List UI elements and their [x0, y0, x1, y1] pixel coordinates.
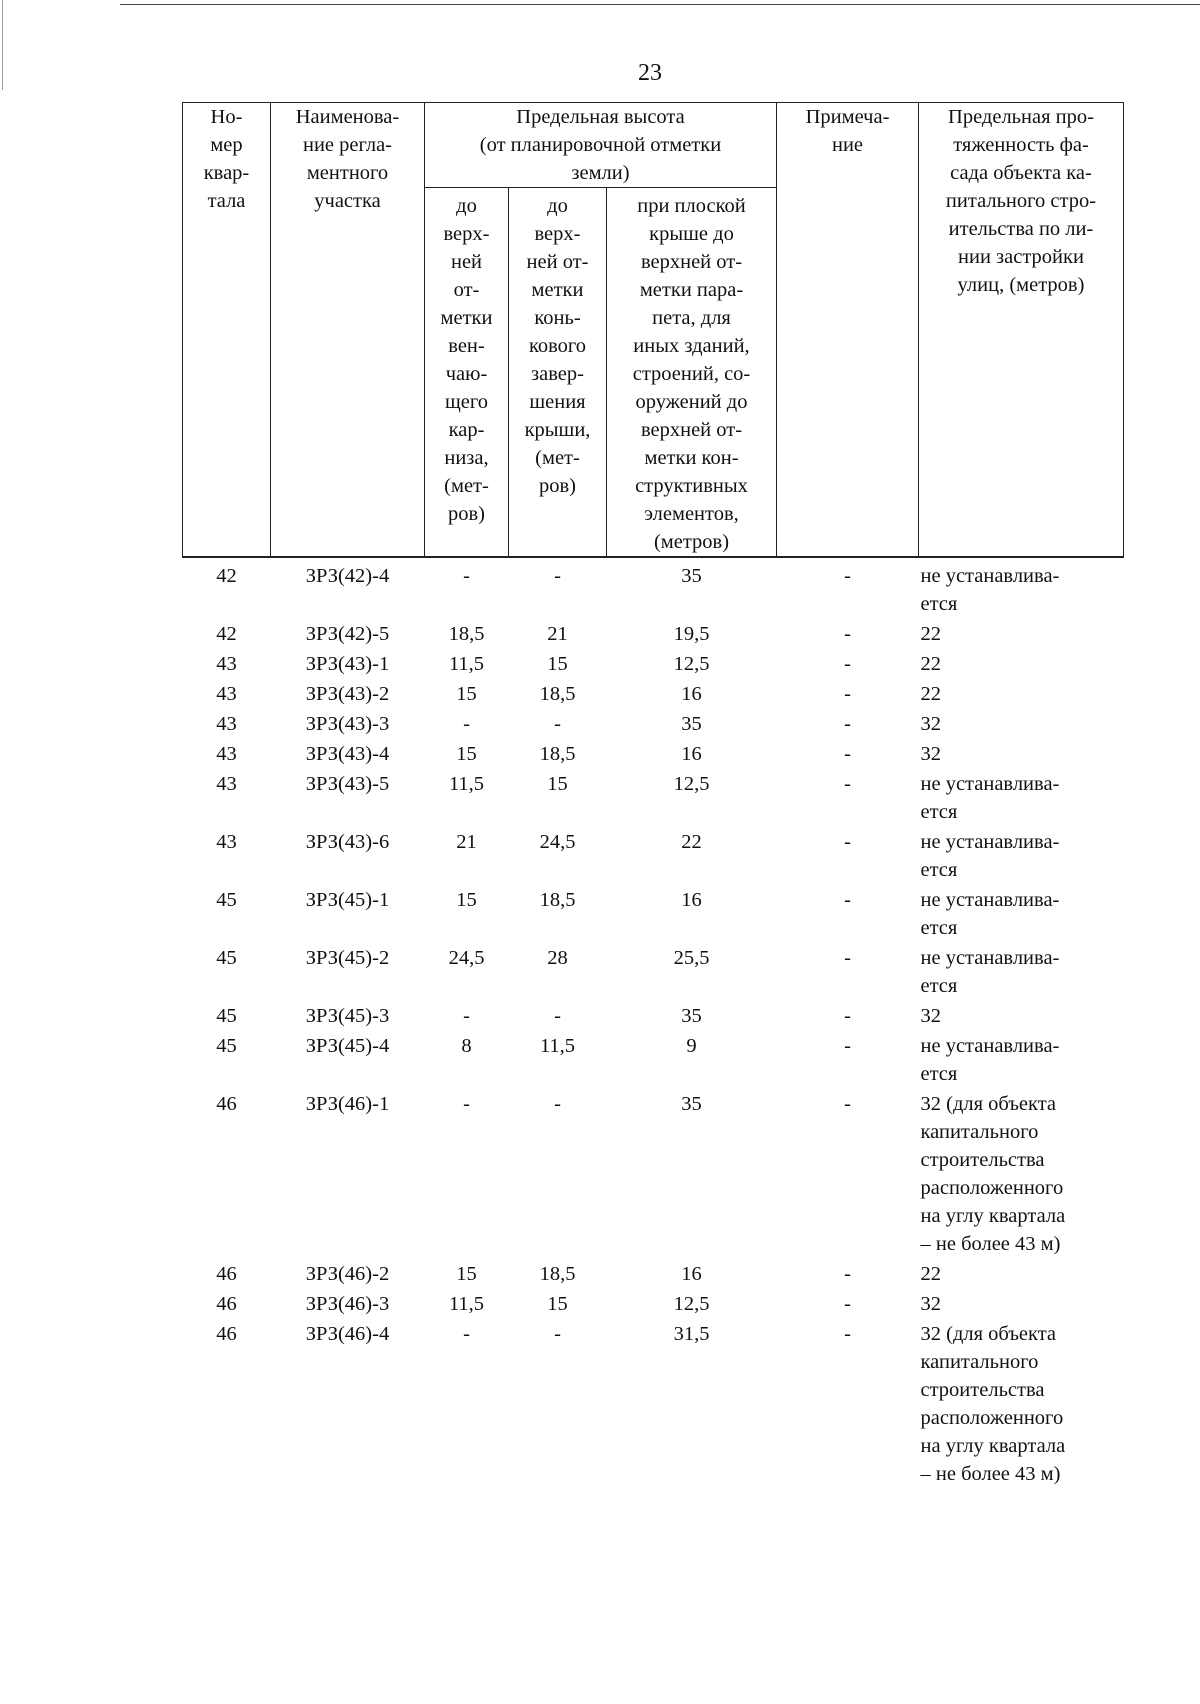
- table-row: [183, 826, 1124, 884]
- height-ridge-cell: 18,5: [539, 1263, 576, 1285]
- height-flat-roof-cell: 25,5: [673, 947, 710, 969]
- table-row: [183, 1318, 1124, 1488]
- scan-edge-line: [120, 4, 1200, 5]
- height-ridge-cell: 15: [547, 653, 568, 675]
- header-max-height: Предельная высота (от планировочной отметки земли): [425, 103, 777, 188]
- section-code-cell: ЗРЗ(43)-6: [305, 831, 390, 853]
- section-code-cell: ЗРЗ(45)-2: [305, 947, 390, 969]
- height-flat-roof-cell: 35: [681, 1005, 702, 1027]
- height-cornice-cell: 18,5: [448, 623, 485, 645]
- height-cornice-cell: 24,5: [448, 947, 485, 969]
- height-ridge-cell: 15: [547, 1293, 568, 1315]
- height-cornice-cell: -: [463, 713, 470, 735]
- height-cornice-cell: -: [463, 1323, 470, 1345]
- table-row: [183, 1288, 1124, 1318]
- facade-length-cell: 32: [920, 1293, 941, 1315]
- quarter-number-cell: 45: [216, 947, 237, 969]
- note-cell: -: [844, 743, 851, 765]
- header-height-cornice: до верх- ней от- метки вен- чаю- щего кар- низа, (мет- ров): [425, 188, 509, 558]
- quarter-number-cell: 43: [216, 683, 237, 705]
- section-code-cell: ЗРЗ(46)-2: [305, 1263, 390, 1285]
- height-ridge-cell: -: [554, 1323, 561, 1345]
- height-flat-roof-cell: 16: [681, 1263, 702, 1285]
- facade-length-cell: 32: [920, 1005, 941, 1027]
- height-cornice-cell: 8: [461, 1035, 472, 1057]
- quarter-number-cell: 46: [216, 1093, 237, 1115]
- section-code-cell: ЗРЗ(42)-5: [305, 623, 390, 645]
- header-section-name: Наименова- ние регла- ментного участка: [271, 103, 425, 558]
- table-row: [183, 618, 1124, 648]
- note-cell: -: [844, 1263, 851, 1285]
- height-cornice-cell: -: [463, 565, 470, 587]
- note-cell: -: [844, 1005, 851, 1027]
- facade-length-cell: 22: [920, 683, 941, 705]
- quarter-number-cell: 45: [216, 1035, 237, 1057]
- note-cell: -: [844, 1323, 851, 1345]
- note-cell: -: [844, 831, 851, 853]
- facade-length-cell: не устанавлива- ется: [920, 831, 1060, 881]
- note-cell: -: [844, 1293, 851, 1315]
- height-flat-roof-cell: 16: [681, 743, 702, 765]
- height-cornice-cell: 11,5: [448, 1293, 485, 1315]
- height-flat-roof-cell: 12,5: [673, 1293, 710, 1315]
- table-row: [183, 557, 1124, 618]
- facade-length-cell: не устанавлива- ется: [920, 947, 1060, 997]
- quarter-number-cell: 43: [216, 653, 237, 675]
- quarter-number-cell: 45: [216, 889, 237, 911]
- height-flat-roof-cell: 22: [681, 831, 702, 853]
- height-ridge-cell: 28: [547, 947, 568, 969]
- facade-length-cell: 32 (для объекта капитального строительства расположенного на углу квартала – не более 43 м): [920, 1093, 1066, 1255]
- table-row: [183, 884, 1124, 942]
- height-flat-roof-cell: 35: [681, 713, 702, 735]
- page-number: 23: [638, 60, 662, 86]
- note-cell: -: [844, 947, 851, 969]
- note-cell: -: [844, 1093, 851, 1115]
- note-cell: -: [844, 713, 851, 735]
- table-row: [183, 738, 1124, 768]
- facade-length-cell: 32 (для объекта капитального строительства расположенного на углу квартала – не более 43 м): [920, 1323, 1066, 1485]
- section-code-cell: ЗРЗ(43)-3: [305, 713, 390, 735]
- section-code-cell: ЗРЗ(43)-4: [305, 743, 390, 765]
- table-row: [183, 942, 1124, 1000]
- height-flat-roof-cell: 19,5: [673, 623, 710, 645]
- height-cornice-cell: 15: [456, 683, 477, 705]
- facade-length-cell: 32: [920, 713, 941, 735]
- header-note: Примеча- ние: [777, 103, 919, 558]
- note-cell: -: [844, 1035, 851, 1057]
- section-code-cell: ЗРЗ(46)-3: [305, 1293, 390, 1315]
- table-row: [183, 648, 1124, 678]
- facade-length-cell: 22: [920, 623, 941, 645]
- height-ridge-cell: 21: [547, 623, 568, 645]
- facade-length-cell: не устанавлива- ется: [920, 889, 1060, 939]
- table-row: [183, 1258, 1124, 1288]
- table-row: [183, 768, 1124, 826]
- section-code-cell: ЗРЗ(43)-5: [305, 773, 390, 795]
- quarter-number-cell: 46: [216, 1263, 237, 1285]
- note-cell: -: [844, 653, 851, 675]
- height-flat-roof-cell: 12,5: [673, 773, 710, 795]
- height-cornice-cell: 15: [456, 1263, 477, 1285]
- section-code-cell: ЗРЗ(45)-1: [305, 889, 390, 911]
- note-cell: -: [844, 773, 851, 795]
- height-ridge-cell: 15: [547, 773, 568, 795]
- note-cell: -: [844, 889, 851, 911]
- height-flat-roof-cell: 35: [681, 1093, 702, 1115]
- regulation-table: [182, 102, 1124, 1488]
- height-ridge-cell: 24,5: [539, 831, 576, 853]
- height-cornice-cell: 15: [456, 889, 477, 911]
- facade-length-cell: не устанавлива- ется: [920, 565, 1060, 615]
- note-cell: -: [844, 565, 851, 587]
- height-flat-roof-cell: 35: [681, 565, 702, 587]
- height-cornice-cell: 21: [456, 831, 477, 853]
- facade-length-cell: 22: [920, 1263, 941, 1285]
- height-ridge-cell: -: [554, 1005, 561, 1027]
- section-code-cell: ЗРЗ(45)-4: [305, 1035, 390, 1057]
- section-code-cell: ЗРЗ(42)-4: [305, 565, 390, 587]
- table-body: [183, 557, 1124, 1488]
- section-code-cell: ЗРЗ(43)-1: [305, 653, 390, 675]
- facade-length-cell: не устанавлива- ется: [920, 1035, 1060, 1085]
- height-ridge-cell: -: [554, 713, 561, 735]
- section-code-cell: ЗРЗ(46)-1: [305, 1093, 390, 1115]
- table-row: [183, 1000, 1124, 1030]
- table-row: [183, 708, 1124, 738]
- height-ridge-cell: 18,5: [539, 683, 576, 705]
- quarter-number-cell: 45: [216, 1005, 237, 1027]
- note-cell: -: [844, 623, 851, 645]
- header-max-facade-length: Предельная про- тяженность фа- сада объекта ка- питального стро- ительства по ли- нии застройки улиц, (метров): [919, 103, 1124, 558]
- height-ridge-cell: 18,5: [539, 889, 576, 911]
- section-code-cell: ЗРЗ(46)-4: [305, 1323, 390, 1345]
- height-ridge-cell: -: [554, 1093, 561, 1115]
- facade-length-cell: 22: [920, 653, 941, 675]
- table-row: [183, 1030, 1124, 1088]
- section-code-cell: ЗРЗ(45)-3: [305, 1005, 390, 1027]
- facade-length-cell: не устанавлива- ется: [920, 773, 1060, 823]
- table-header: [183, 103, 1124, 558]
- height-flat-roof-cell: 12,5: [673, 653, 710, 675]
- height-cornice-cell: 11,5: [448, 773, 485, 795]
- table-row: [183, 678, 1124, 708]
- table-row: [183, 1088, 1124, 1258]
- quarter-number-cell: 43: [216, 713, 237, 735]
- section-code-cell: ЗРЗ(43)-2: [305, 683, 390, 705]
- height-flat-roof-cell: 9: [686, 1035, 697, 1057]
- quarter-number-cell: 46: [216, 1323, 237, 1345]
- scan-edge-line-left: [2, 0, 3, 90]
- header-quarter-number: Но- мер квар- тала: [183, 103, 271, 558]
- height-flat-roof-cell: 16: [681, 889, 702, 911]
- quarter-number-cell: 42: [216, 565, 237, 587]
- height-ridge-cell: 18,5: [539, 743, 576, 765]
- quarter-number-cell: 43: [216, 831, 237, 853]
- quarter-number-cell: 42: [216, 623, 237, 645]
- height-flat-roof-cell: 16: [681, 683, 702, 705]
- height-ridge-cell: -: [554, 565, 561, 587]
- quarter-number-cell: 43: [216, 773, 237, 795]
- height-cornice-cell: -: [463, 1093, 470, 1115]
- height-cornice-cell: 11,5: [448, 653, 485, 675]
- height-cornice-cell: 15: [456, 743, 477, 765]
- height-ridge-cell: 11,5: [539, 1035, 576, 1057]
- header-height-ridge: до верх- ней от- метки конь- кового завер- шения крыши, (мет- ров): [509, 188, 607, 558]
- height-cornice-cell: -: [463, 1005, 470, 1027]
- header-height-flat-roof: при плоской крыше до верхней от- метки пара- пета, для иных зданий, строений, со- оружений до верхней от- метки кон- структивных элементов, (метров): [607, 188, 777, 558]
- quarter-number-cell: 46: [216, 1293, 237, 1315]
- note-cell: -: [844, 683, 851, 705]
- quarter-number-cell: 43: [216, 743, 237, 765]
- facade-length-cell: 32: [920, 743, 941, 765]
- height-flat-roof-cell: 31,5: [673, 1323, 710, 1345]
